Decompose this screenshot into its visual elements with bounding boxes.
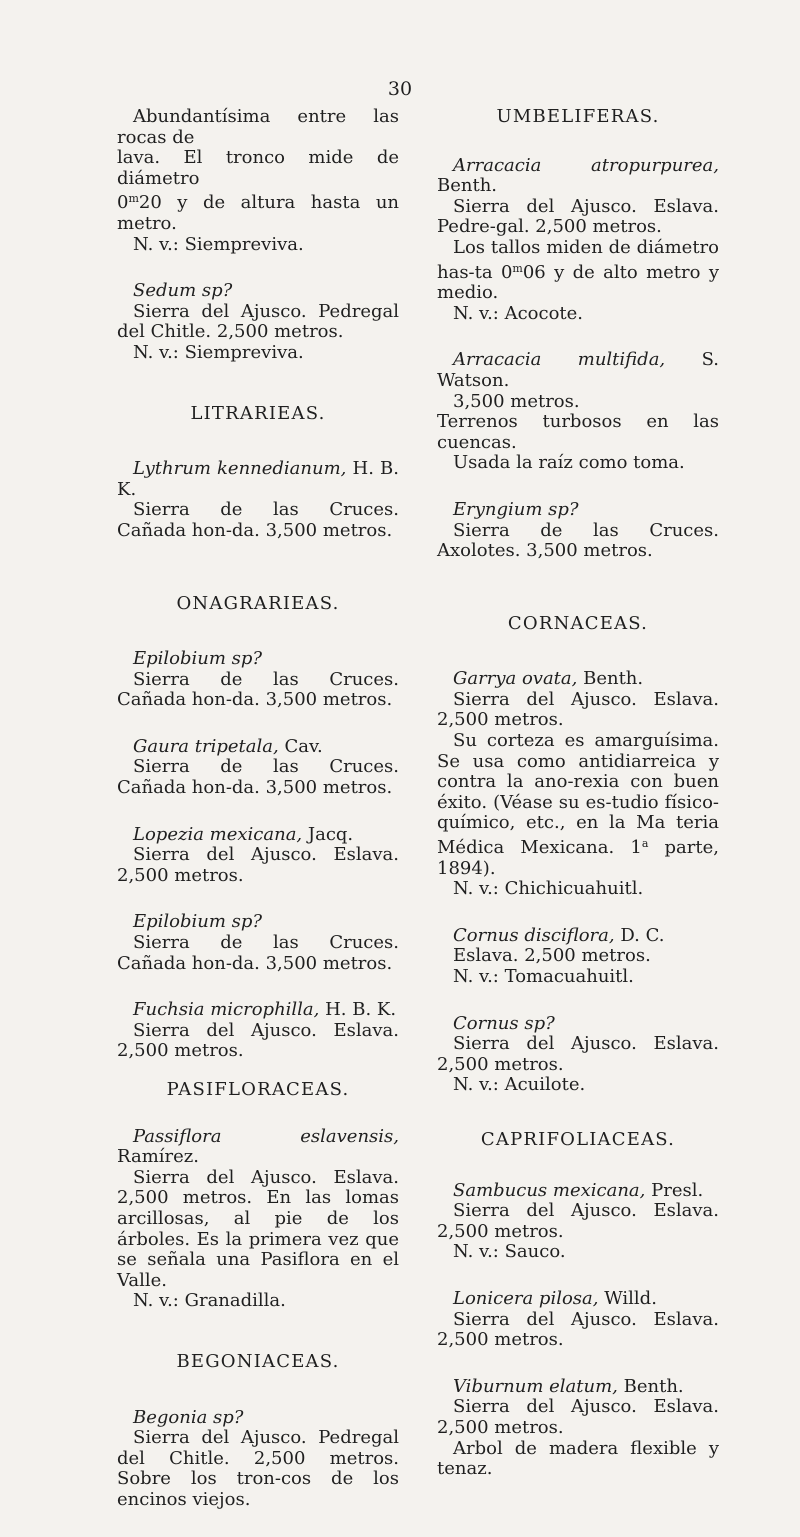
species-text: Su corteza es amarguísima. Se usa como antidiarreica y contra la ano-rexia con buen éxito. (Véase su es-tudio físico-químico, etc., en la Ma teria Médica Mexicana. 1$^a$ parte, 1894). (437, 730, 720, 879)
species-name: Fuchsia microphilla, H. B. K. (133, 999, 397, 1021)
species-name: Gaura tripetala, Cav. (133, 735, 323, 757)
left-column (117, 107, 399, 1537)
species-name: Begonia sp? (133, 1406, 244, 1428)
species-name: Sedum sp? (133, 280, 233, 302)
species-common-name: N. v.: Sauco. (453, 1241, 566, 1263)
species-locality: Eslava. 2,500 metros. (453, 945, 651, 967)
species-text: Sierra del Ajusco. Pedregal del Chitle. 2,500 metros. Sobre los tron-cos de los encinos viejos. (117, 1427, 399, 1510)
species-line-3: Usada la raíz como toma. (453, 452, 685, 474)
sedum-entry (117, 281, 399, 363)
species-name: Arracacia atropurpurea, Benth. (437, 154, 719, 197)
species-common-name: N. v.: Chichicuahuitl. (453, 878, 644, 900)
garrya-entry (437, 669, 719, 900)
intro-measure: 0$^m$20 y de altura hasta un metro. (117, 192, 399, 234)
lythrum-entry (117, 459, 399, 541)
cornus-entry-1 (437, 926, 719, 988)
species-name: Epilobium sp? (133, 648, 263, 670)
species-text: Sierra del Ajusco. Eslava. 2,500 metros. En las lomas arcillosas, al pie de los árboles. Es la primera vez que se señala una Pasiflora en el Valle. (117, 1166, 399, 1291)
species-locality: Sierra de las Cruces. Cañada hon-da. 3,500 metros. (117, 932, 399, 974)
species-locality: Sierra de las Cruces. Axolotes. 3,500 metros. (437, 519, 719, 562)
viburnum-entry (437, 1377, 719, 1480)
lopezia-entry (117, 825, 399, 887)
species-locality: Sierra del Ajusco. Eslava. 2,500 metros. (437, 1396, 719, 1438)
arracacia-entry-2 (437, 350, 719, 474)
species-locality: Sierra del Ajusco. Eslava. 2,500 metros. (437, 1308, 719, 1351)
epilobium-entry-1 (117, 649, 399, 711)
species-name: Viburnum elatum, Benth. (453, 1375, 684, 1397)
species-locality: Sierra del Ajusco. Eslava. 2,500 metros. (117, 844, 399, 886)
page-number: 30 (387, 78, 413, 100)
species-name: Lythrum kennedianum, H. B. K. (117, 458, 399, 500)
section-heading-caprifoliaceas: CAPRIFOLIACEAS. (480, 1128, 676, 1150)
species-locality: Sierra de las Cruces. Cañada hon-da. 3,500 metros. (117, 756, 399, 799)
intro-line-2: lava. El tronco mide de diámetro (117, 147, 399, 189)
section-heading-cornaceas: CORNACEAS. (507, 612, 649, 634)
intro-entry (117, 107, 399, 255)
species-stems: Los tallos miden de diámetro has-ta 0$^m$06 y de alto metro y medio. (437, 236, 719, 304)
species-locality: Sierra del Ajusco. Eslava. 2,500 metros. (437, 1200, 719, 1242)
species-text: Arbol de madera flexible y tenaz. (437, 1437, 719, 1480)
gaura-entry (117, 737, 399, 799)
species-locality: Sierra del Ajusco. Pedregal del Chitle. 2,500 metros. (117, 300, 399, 343)
lonicera-entry (437, 1289, 719, 1351)
section-heading-umbeliferas: UMBELIFERAS. (496, 106, 660, 127)
species-name: Lonicera pilosa, Willd. (453, 1287, 657, 1309)
species-name: Cornus sp? (453, 1012, 555, 1034)
species-common-name: N. v.: Siempreviva. (133, 341, 304, 363)
fuchsia-entry (117, 1000, 399, 1062)
cornus-entry-2 (437, 1014, 719, 1096)
species-name: Arracacia multifida, S. Watson. (437, 349, 719, 391)
species-line-1: 3,500 metros. (453, 390, 580, 412)
intro-common-name: N. v.: Siempreviva. (133, 233, 304, 255)
species-common-name: N. v.: Granadilla. (133, 1290, 286, 1312)
sambucus-entry (437, 1181, 719, 1263)
eryngium-entry (437, 500, 719, 562)
section-heading-litrarieas: LITRARIEAS. (190, 402, 326, 424)
species-common-name: N. v.: Acocote. (453, 302, 584, 324)
species-common-name: N. v.: Acuilote. (453, 1074, 586, 1096)
begonia-entry (117, 1408, 399, 1511)
intro-line-1: Abundantísima entre las rocas de (117, 106, 399, 148)
species-name: Eryngium sp? (453, 498, 579, 520)
species-common-name: N. v.: Tomacuahuitl. (453, 966, 634, 987)
section-heading-begoniaceas: BEGONIACEAS. (176, 1350, 340, 1372)
section-heading-pasifloraceas: PASIFLORACEAS. (166, 1079, 350, 1100)
species-locality: Sierra del Ajusco. Eslava. 2,500 metros. (117, 1019, 399, 1062)
species-name: Sambucus mexicana, Presl. (453, 1179, 704, 1201)
species-locality: Sierra de las Cruces. Cañada hon-da. 3,500 metros. (117, 499, 399, 541)
species-name: Lopezia mexicana, Jacq. (133, 823, 354, 845)
section-heading-onagrarieas: ONAGRARIEAS. (176, 592, 340, 614)
species-line-2: Terrenos turbosos en las cuencas. (437, 411, 719, 453)
species-locality: Sierra del Ajusco. Eslava. Pedre-gal. 2,500 metros. (437, 195, 719, 238)
epilobium-entry-2 (117, 912, 399, 974)
species-locality: Sierra del Ajusco. Eslava. 2,500 metros. (437, 1033, 719, 1075)
passiflora-entry (117, 1127, 399, 1312)
species-name: Cornus disciflora, D. C. (453, 924, 665, 946)
arracacia-entry-1 (437, 156, 719, 325)
species-name: Passiflora eslavensis, Ramírez. (117, 1125, 399, 1168)
species-locality: Sierra de las Cruces. Cañada hon-da. 3,500 metros. (117, 668, 399, 711)
species-name: Garrya ovata, Benth. (453, 668, 644, 690)
species-name: Epilobium sp? (133, 911, 263, 933)
species-locality: Sierra del Ajusco. Eslava. 2,500 metros. (437, 688, 719, 731)
right-column (437, 107, 719, 1506)
